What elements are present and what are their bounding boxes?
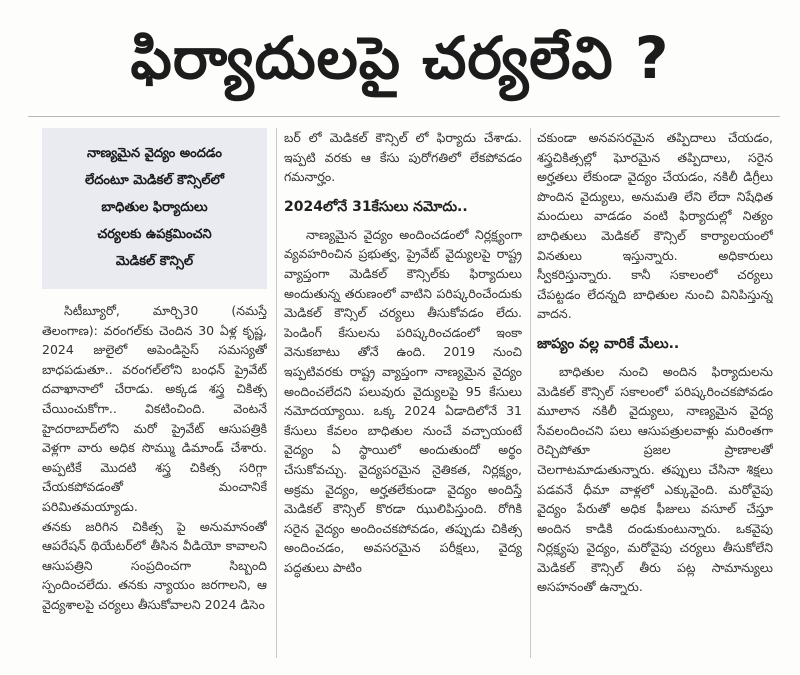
article-paragraph: బర్ లో మెడికల్ కౌన్సిల్ లో ఫిర్యాదు చేశాడు. ఇప్పటి వరకు ఆ కేసు పురోగతిలో లేకపోవడం గమనార్హం. — [284, 130, 522, 185]
article-paragraph: సిటీబ్యూరో, మార్చి30 (నమస్తే తెలంగాణ): వరంగల్‌కు చెందిన 30 ఏళ్ల కృష్ణ, 2024 జులైలో అపెండిసైస్ సమస్యతో బాధపడుతూ.. వరంగల్‌లోని బంధన్ ప్రైవేట్ దవాఖానాలో చేరాడు. అక్కడ శస్త్ర చికిత్స చేయించుకోగా.. వికటించింది. వెంటనే హైదరాబాద్‌లోని మరో ప్రైవేట్ ఆసుపత్రికి వెళ్లగా వారు అధిక సొమ్ము డిమాండ్ చేశారు. అప్పటికే మొదటి శస్త్ర చికిత్స సరిగ్గా చేయకపోవడంతో మంచానికే పరిమితమయ్యాడు. — [42, 303, 267, 514]
article-paragraph: చకుండా అనవసరమైన తప్పిదాలు చేయడం, శస్త్రచికిత్సల్లో ఘోరమైన తప్పిదాలు, సరైన అర్హతలు లేకుండా వైద్యం చేయడం, నకిలీ డిగ్రీలు పొందిన వైద్యులు, అనుమతి లేని లేదా నిషేధిత మందులు వాడడం వంటి ఫిర్యాదుల్లో నిత్యం బాధితులు మెడికల్ కౌన్సిల్ కార్యాలయంలో వినతులు ఇస్తున్నారు. అధికారులు స్వీకరిస్తున్నారు. కానీ సకాలంలో చర్యలు చేపట్టడం లేదన్నది బాధితుల నుంచి వినిపిస్తున్న వాదన. — [537, 130, 773, 322]
article-paragraph: తనకు జరిగిన చికిత్స పై అనుమానంతో ఆపరేషన్ థియేటర్‌లో తీసిన వీడియో కావాలని ఆసుపత్రిని సంప్రదించగా సిబ్బంది స్పందించలేదు. తనకు న్యాయం జరగాలని, ఆ వైద్యశాలపై చర్యలు తీసుకోవాలని 2024 డిసెం — [42, 518, 267, 612]
article-column-3 — [537, 128, 773, 658]
headline-rule — [28, 116, 780, 117]
highlight-line: నాణ్యమైన వైద్యం అందడం — [87, 146, 222, 161]
article-paragraph: నాణ్యమైన వైద్యం అందించడంలో నిర్లక్ష్యంగా వ్యవహరించిన ప్రభుత్వ, ప్రైవేట్ వైద్యులపై రాష్ట్ర వ్యాప్తంగా మెడికల్ కౌన్సిల్‌కు ఫిర్యాదులు అందుతున్న తరుణంలో వాటిని పరిష్కరించేందుకు మెడికల్ కౌన్సిల్ చర్యలు తీసుకోవడం లేదు. పెండింగ్ కేసులను పరిష్కరించడంలో ఇంకా వెనుకబాటు తోనే ఉంది. 2019 నుంచి ఇప్పటివరకు రాష్ట్ర వ్యాప్తంగా నాణ్యమైన వైద్యం అందించలేదని పలువురు వైద్యులపై 95 కేసులు నమోదయ్యాయి. ఒక్క 2024 ఏడాదిలోనే 31 కేసులు కేవలం బాధితుల నుంచే వచ్చాయంటే వైద్యం ఏ స్థాయిలో అందుతుందో అర్థం చేసుకోవచ్చు. వైద్యపరమైన నైతికత, నిర్లక్ష్యం, అక్రమ వైద్యం, అర్హతలేకుండా వైద్యం అందిస్తే మెడికల్ కౌన్సిల్ కొరడా ఝులిపిస్తుంది. రోగికి సరైన వైద్యం అందించకపోవడం, తప్పుడు చికిత్స అందించడం, అవసరమైన పరీక్షలు, వైద్య పద్ధతులు పాటిం — [284, 226, 522, 575]
article-column-1 — [42, 128, 267, 658]
column-divider — [530, 128, 531, 658]
highlight-box — [42, 128, 267, 289]
highlight-line: బాధితుల ఫిర్యాదులు — [101, 200, 208, 215]
highlight-line: లేదంటూ మెడికల్ కౌన్సిల్‌లో — [85, 173, 224, 188]
article-paragraph: బాధితుల నుంచి అందిన ఫిర్యాదులను మెడికల్ కౌన్సిల్ సకాలంలో పరిష్కరించకపోవడం మూలాన నకిలీ వైద్యులు, నాణ్యమైన వైద్య సేవలందించని పలు ఆసుపత్రులవాళ్లు మరింతగా రెచ్చిపోతూ ప్రజల ప్రాణాలతో చెలగాటమాడుతున్నారు. తప్పులు చేసినా శిక్షలు పడవనే ధీమా వాళ్లలో ఎక్కువైంది. మరోవైపు వైద్యం పేరుతో అధిక ఫీజులు వసూల్ చేస్తూ అందిన కాడికి దండుకుంటున్నారు. ఒకవైపు నిర్లక్ష్యపు వైద్యం, మరోవైపు చర్యలు తీసుకోలేని మెడికల్ కౌన్సిల్ తీరు పట్ల సామాన్యులు అసహనంతో ఉన్నారు. — [537, 363, 773, 595]
column-divider — [276, 128, 277, 658]
highlight-line: మెడికల్ కౌన్సిల్ — [115, 254, 194, 269]
subheading: 2024లోనే 31కేసులు నమోదు.. — [284, 198, 468, 215]
highlight-line: చర్యలకు ఉపక్రమించని — [97, 227, 212, 242]
article-column-2 — [284, 128, 522, 658]
subheading: జాప్యం వల్ల వారికే మేలు.. — [537, 335, 680, 352]
headline: ఫిర్యాదులపై చర్యలేవి ? — [130, 24, 670, 92]
